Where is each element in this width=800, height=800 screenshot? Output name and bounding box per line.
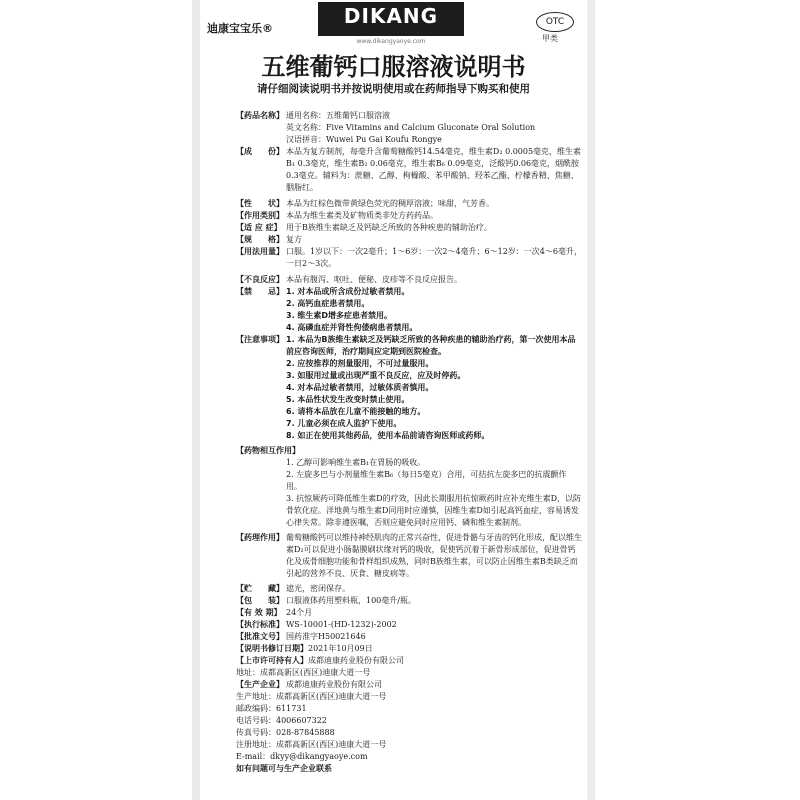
section-adverse [236, 274, 582, 286]
postcode: 邮政编码：611731 [236, 704, 307, 713]
section-text: 本品为红棕色微带黄绿色荧光的稠厚溶液；味甜，气芳香。 [286, 199, 494, 208]
section-text: 本品为维生素类及矿物质类非处方药药品。 [286, 211, 438, 220]
list-item: 3. 抗惊厥药可降低维生素D的疗效，因此长期服用抗惊厥药时应补充维生素D，以防骨软化症。洋地黄与维生素D同用时应谨慎，因维生素D如引起高钙血症，容易诱发心律失常。除非遵医嘱，否则应避免同时应用钙、磷和维生素制剂。 [286, 494, 582, 527]
document-title: 五维葡钙口服溶液说明书 [261, 53, 526, 81]
list-item: 2. 应按推荐的剂量服用，不可过量服用。 [286, 359, 434, 368]
section-composition [236, 146, 582, 194]
contact-note: 如有问题可与生产企业联系 [236, 764, 332, 773]
section-label: 【用法用量】 [236, 247, 284, 256]
list-item: 7. 儿童必须在成人监护下使用。 [286, 419, 402, 428]
paper-edge-left [192, 0, 200, 800]
list-item: 1. 乙醇可影响维生素B₁在胃肠的吸收。 [286, 458, 426, 467]
pinyin-name: 汉语拼音：Wuwei Pu Gai Koufu Rongye [286, 135, 442, 144]
section-interaction [236, 445, 582, 529]
section-label: 【注意事项】 [236, 335, 284, 344]
section-text: 遮光，密闭保存。 [286, 584, 350, 593]
section-standard [236, 619, 582, 631]
section-label: 【包 装】 [236, 596, 284, 605]
section-dosage [236, 246, 582, 270]
list-item: 3. 维生素D增多症患者禁用。 [286, 311, 393, 320]
section-text: 本品有腹泻、呕吐、便秘、皮疹等不良反应报告。 [286, 275, 462, 284]
list-item: 4. 高磷血症并肾性佝偻病患者禁用。 [286, 323, 418, 332]
otc-badge: OTC [536, 12, 574, 32]
section-caution [236, 334, 582, 442]
paper-edge-right [587, 0, 595, 800]
section-appearance [236, 198, 582, 210]
section-package [236, 595, 582, 607]
list-item: 1. 本品为B族维生素缺乏及钙缺乏所致的各种疾患的辅助治疗药，第一次使用本品前应咨询医师，治疗期间应定期到医院检查。 [286, 335, 576, 356]
section-text: 本品为复方制剂，每毫升含葡萄糖酸钙14.54毫克，维生素D₂ 0.0005毫克，维生素B₁ 0.3毫克，维生素B₂ 0.06毫克，维生素B₆ 0.09毫克，泛酸钙0.06毫克，烟酰胺0.3毫克。辅料为：蔗糖、乙醇、枸橼酸、苯甲酸钠、羟苯乙酯、柠檬香精、焦糖、胭脂红。 [286, 147, 582, 192]
list-item: 4. 对本品过敏者禁用，过敏体质者慎用。 [286, 383, 434, 392]
section-approval [236, 631, 582, 643]
generic-name: 通用名称：五维葡钙口服溶液 [286, 111, 390, 120]
section-label: 【执行标准】 [236, 620, 284, 629]
section-label: 【性 状】 [236, 199, 284, 208]
section-label: 【上市许可持有人】 [236, 656, 308, 665]
holder-address: 地址：成都高新区(西区)迪康大道一号 [236, 668, 371, 677]
list-item: 3. 如服用过量或出现严重不良反应，应及时停药。 [286, 371, 466, 380]
section-text: 口服。1岁以下：一次2毫升；1～6岁：一次2～4毫升；6～12岁：一次4～6毫升，一日2～3次。 [286, 247, 582, 268]
section-label: 【生产企业】 [236, 680, 284, 689]
section-label: 【规 格】 [236, 235, 284, 244]
section-label: 【作用类别】 [236, 211, 284, 220]
list-item: 2. 高钙血症患者禁用。 [286, 299, 370, 308]
list-item: 6. 请将本品放在儿童不能接触的地方。 [286, 407, 426, 416]
list-item: 2. 左旋多巴与小剂量维生素B₆（每日5毫克）合用，可拮抗左旋多巴的抗震颤作用。 [286, 470, 567, 491]
section-validity [236, 607, 582, 619]
section-text: 葡萄糖酸钙可以维持神经肌肉的正常兴奋性，促进骨骼与牙齿的钙化形成，配以维生素D₂可以促进小肠黏膜刷状缘对钙的吸收，促使钙沉着于新骨形成部位，促进骨钙化及成骨细胞功能和骨样组织成熟，同时B族维生素，可以防止因维生素B类缺乏而引起的营养不良、厌食、糖皮病等。 [286, 533, 582, 578]
section-label: 【批准文号】 [236, 632, 284, 641]
section-storage [236, 583, 582, 595]
logo-url: www.dikangyaoye.com [356, 38, 426, 45]
logo-text: DIKANG [343, 4, 439, 28]
section-holder [236, 655, 582, 667]
fax-number: 传真号码：028-87845888 [236, 728, 335, 737]
document-subtitle: 请仔细阅读说明书并按说明使用或在药师指导下购买和使用 [257, 83, 530, 95]
brand-name: 迪康宝宝乐® [207, 22, 273, 35]
section-label: 【不良反应】 [236, 275, 284, 284]
otc-class: 甲类 [542, 34, 558, 43]
section-text: 成都迪康药业股份有限公司 [308, 656, 404, 665]
section-label: 【禁 忌】 [236, 287, 284, 296]
dikang-logo [318, 2, 464, 45]
list-item: 8. 如正在使用其他药品，使用本品前请咨询医师或药师。 [286, 431, 490, 440]
phone-number: 电话号码：4006607322 [236, 716, 327, 725]
section-category [236, 210, 582, 222]
section-label: 【贮 藏】 [236, 584, 284, 593]
section-name [236, 110, 582, 146]
section-text: 国药准字H50021646 [286, 632, 366, 641]
section-maker [236, 679, 582, 691]
registered-address: 注册地址：成都高新区(西区)迪康大道一号 [236, 740, 387, 749]
email: E-mail：dkyy@dikangyaoye.com [236, 752, 368, 761]
section-revision [236, 643, 582, 655]
section-text: 复方 [286, 235, 302, 244]
section-spec [236, 234, 582, 246]
section-text: 口服液体药用塑料瓶，100毫升/瓶。 [286, 596, 416, 605]
section-text: 成都迪康药业股份有限公司 [286, 680, 382, 689]
section-text: 24个月 [286, 608, 313, 617]
list-item: 1. 对本品或所含成份过敏者禁用。 [286, 287, 410, 296]
maker-address: 生产地址：成都高新区(西区)迪康大道一号 [236, 692, 387, 701]
section-indication [236, 222, 582, 234]
section-text: 用于B族维生素缺乏及钙缺乏所致的各种疾患的辅助治疗。 [286, 223, 492, 232]
section-text: WS-10001-(HD-1232)-2002 [286, 620, 397, 629]
section-label: 【药物相互作用】 [236, 446, 300, 455]
english-name: 英文名称：Five Vitamins and Calcium Gluconate Oral Solution [286, 123, 536, 132]
section-label: 【成 份】 [236, 147, 284, 156]
section-label: 【药理作用】 [236, 533, 284, 542]
section-label: 【药品名称】 [236, 111, 284, 120]
list-item: 5. 本品性状发生改变时禁止使用。 [286, 395, 410, 404]
section-label: 【适 应 症】 [236, 223, 282, 232]
section-label: 【有 效 期】 [236, 608, 282, 617]
section-text: 2021年10月09日 [308, 644, 373, 653]
section-contraindication [236, 286, 582, 334]
section-pharmacology [236, 532, 582, 580]
section-label: 【说明书修订日期】 [236, 644, 308, 653]
leaflet-body [236, 110, 582, 775]
